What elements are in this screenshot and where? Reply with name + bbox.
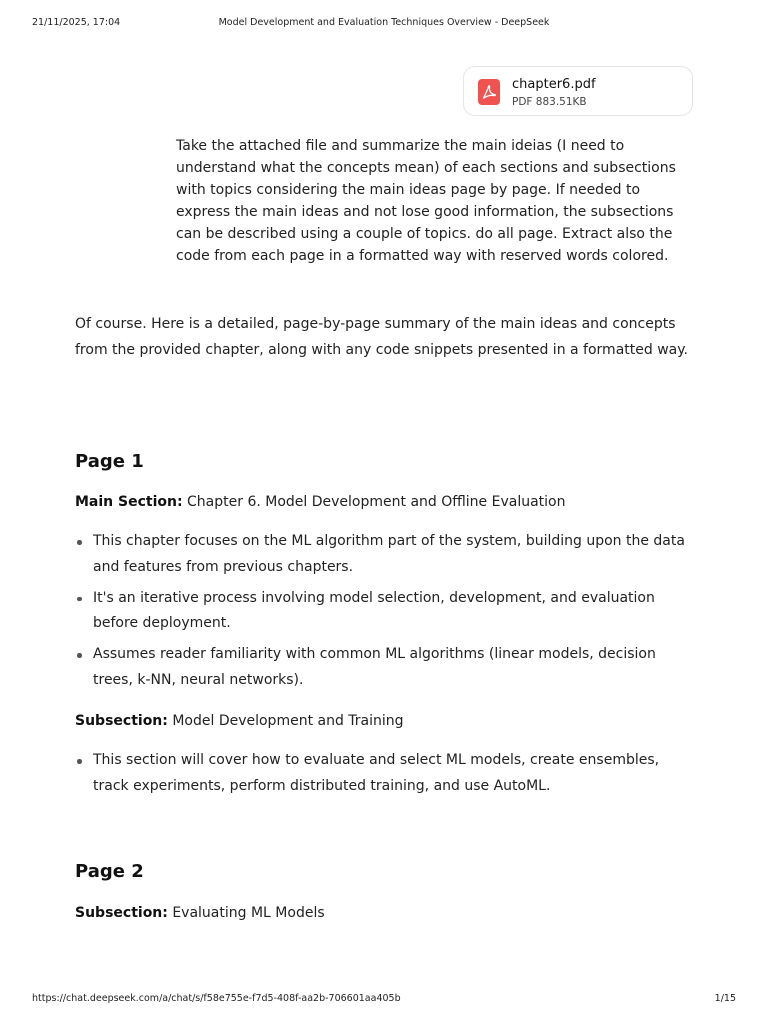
- page-2-subsection: [75, 902, 695, 924]
- print-url: https://chat.deepseek.com/a/chat/s/f58e755e-f7d5-408f-aa2b-706601aa405b: [32, 993, 401, 1004]
- subsection-value: Evaluating ML Models: [172, 905, 325, 921]
- page-2-heading: Page 2: [75, 861, 144, 882]
- main-section-label: Main Section:: [75, 494, 183, 510]
- subsection-label: Subsection:: [75, 713, 168, 729]
- page-1-subsection: [75, 710, 695, 732]
- attachment-card[interactable]: [463, 66, 693, 116]
- list-item: This chapter focuses on the ML algorithm part of the system, building upon the data and features from previous chapters.: [75, 529, 690, 580]
- list-item: It's an iterative process involving model selection, development, and evaluation before deployment.: [75, 586, 690, 637]
- page-indicator: 1/15: [714, 993, 736, 1004]
- list-item: Assumes reader familiarity with common ML algorithms (linear models, decision trees, k-NN, neural networks).: [75, 642, 690, 693]
- subsection-value: Model Development and Training: [172, 713, 404, 729]
- print-title: Model Development and Evaluation Techniques Overview - DeepSeek: [218, 17, 550, 28]
- page-1-heading: Page 1: [75, 451, 144, 472]
- page-1-main-section: [75, 491, 695, 513]
- pdf-file-icon: [478, 79, 500, 105]
- print-timestamp: 21/11/2025, 17:04: [32, 17, 121, 28]
- print-header: [32, 17, 736, 31]
- attachment-filename: chapter6.pdf: [512, 77, 596, 92]
- page-1-subsection-bullets: [75, 748, 690, 805]
- page-1-bullet-list: [75, 529, 690, 699]
- attachment-meta: PDF 883.51KB: [512, 96, 587, 108]
- print-footer: [32, 993, 736, 1007]
- subsection-label: Subsection:: [75, 905, 168, 921]
- user-message: Take the attached file and summarize the main ideias (I need to understand what the concepts mean) of each sections and subsections with topics considering the main ideas page by page. If needed to express the main ideas and not lose good information, the subsections can be described using a couple of topics. do all page. Extract also the code from each page in a formatted way with reserved words colored.: [176, 138, 676, 264]
- response-intro: Of course. Here is a detailed, page-by-page summary of the main ideas and concepts from the provided chapter, along with any code snippets presented in a formatted way.: [75, 316, 688, 358]
- list-item: This section will cover how to evaluate and select ML models, create ensembles, track experiments, perform distributed training, and use AutoML.: [75, 748, 690, 799]
- main-section-value: Chapter 6. Model Development and Offline Evaluation: [187, 494, 566, 510]
